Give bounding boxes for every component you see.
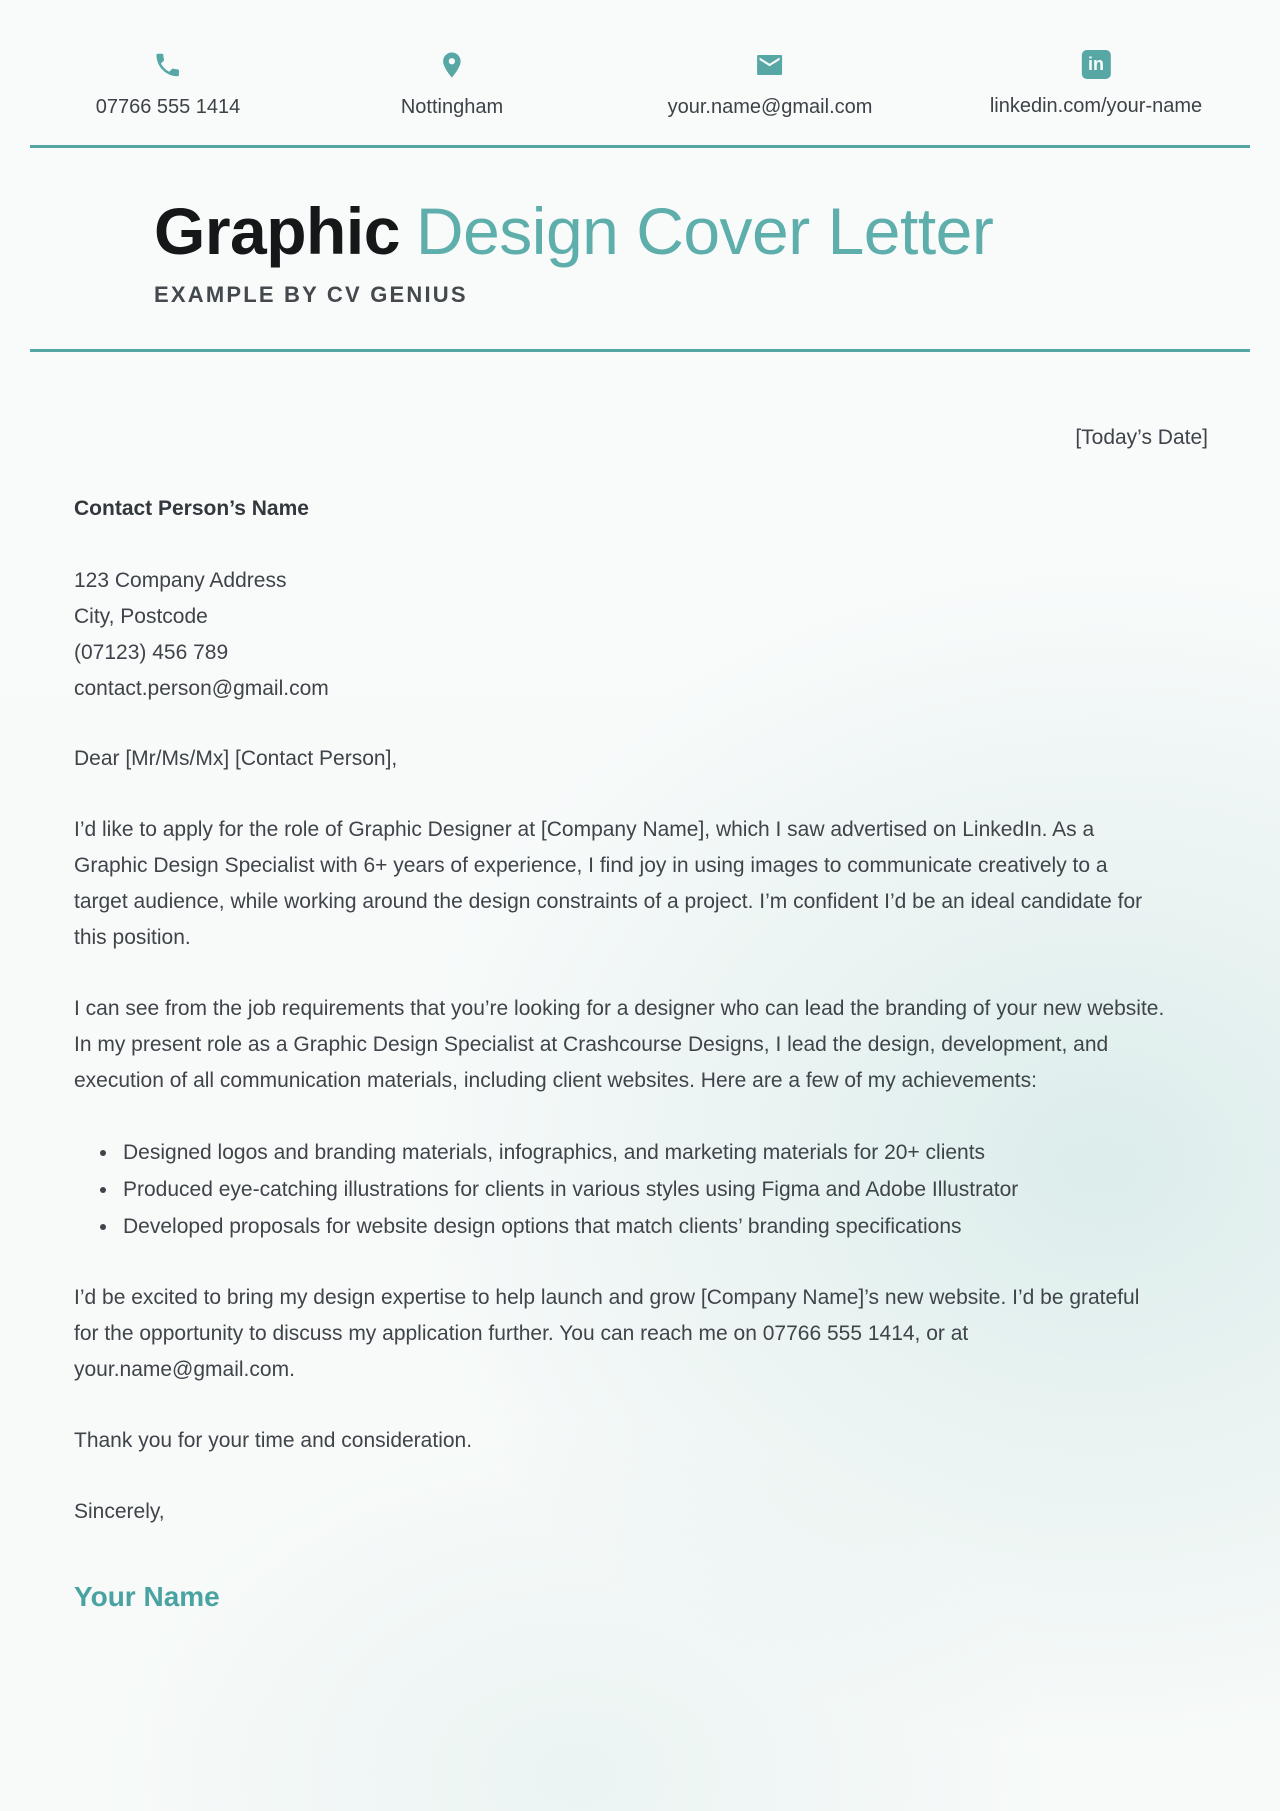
location-icon [437, 50, 467, 80]
contact-item-linkedin [990, 50, 1202, 118]
address-line: City, Postcode [74, 605, 208, 628]
phone-icon [153, 50, 183, 80]
title-block [154, 194, 994, 308]
signature-name: Your Name [74, 1581, 220, 1612]
recipient-address [74, 563, 1208, 707]
email-icon [755, 50, 785, 80]
paragraph-intro: I’d like to apply for the role of Graphic Designer at [Company Name], which I saw advertised on LinkedIn. As a Graphic Design Specialist with 6+ years of experience, I find joy in using images to communicate creatively to a target audience, while working around the design constraints of a project. I’m confident I’d be an ideal candidate for this position. [74, 818, 1143, 949]
contact-item-location [401, 50, 503, 119]
salutation: Dear [Mr/Ms/Mx] [Contact Person], [74, 747, 398, 770]
achievement-item: • Produced eye-catching illustrations for clients in various styles using Figma and Adobe Illustrator [119, 1172, 1208, 1208]
header-divider [30, 145, 1250, 148]
paragraph-closing: I’d be excited to bring my design expertise to help launch and grow [Company Name]’s new website. I’d be grateful for the opportunity to discuss my application further. You can reach me on 07766 555 1414, or at your.name@gmail.com. [74, 1286, 1140, 1381]
letter-date: [Today’s Date] [1075, 426, 1208, 449]
letter-body [74, 350, 1208, 1614]
linkedin-text: linkedin.com/your-name [989, 95, 1203, 117]
address-line: (07123) 456 789 [74, 641, 229, 664]
contact-item-email [668, 50, 873, 119]
achievements-list [74, 1135, 1208, 1245]
title-subtitle: EXAMPLE BY CV GENIUS [154, 282, 468, 308]
achievement-item: • Developed proposals for website design options that match clients’ branding specifications [119, 1209, 1208, 1245]
signoff: Sincerely, [74, 1500, 165, 1523]
paragraph-experience: I can see from the job requirements that you’re looking for a designer who can lead the branding of your new website. In my present role as a Graphic Design Specialist at Crashcourse Designs, I lead the design, development, and execution of all communication materials, including client websites. Here are a few of my achievements: [74, 997, 1165, 1092]
title-rest: Design Cover Letter [415, 194, 994, 268]
page-title [154, 194, 994, 268]
achievement-item: • Designed logos and branding materials, infographics, and marketing materials for 20+ clients [119, 1135, 1208, 1171]
linkedin-icon: in [1081, 50, 1110, 79]
location-text: Nottingham [400, 96, 504, 118]
email-text: your.name@gmail.com [667, 96, 873, 118]
address-line: contact.person@gmail.com [74, 677, 329, 700]
paragraph-thanks: Thank you for your time and consideration. [74, 1429, 473, 1452]
phone-number: 07766 555 1414 [95, 96, 241, 118]
contact-item-phone [96, 50, 241, 119]
recipient-name: Contact Person’s Name [74, 497, 309, 520]
title-word-graphic: Graphic [154, 194, 400, 268]
address-line: 123 Company Address [74, 569, 287, 592]
